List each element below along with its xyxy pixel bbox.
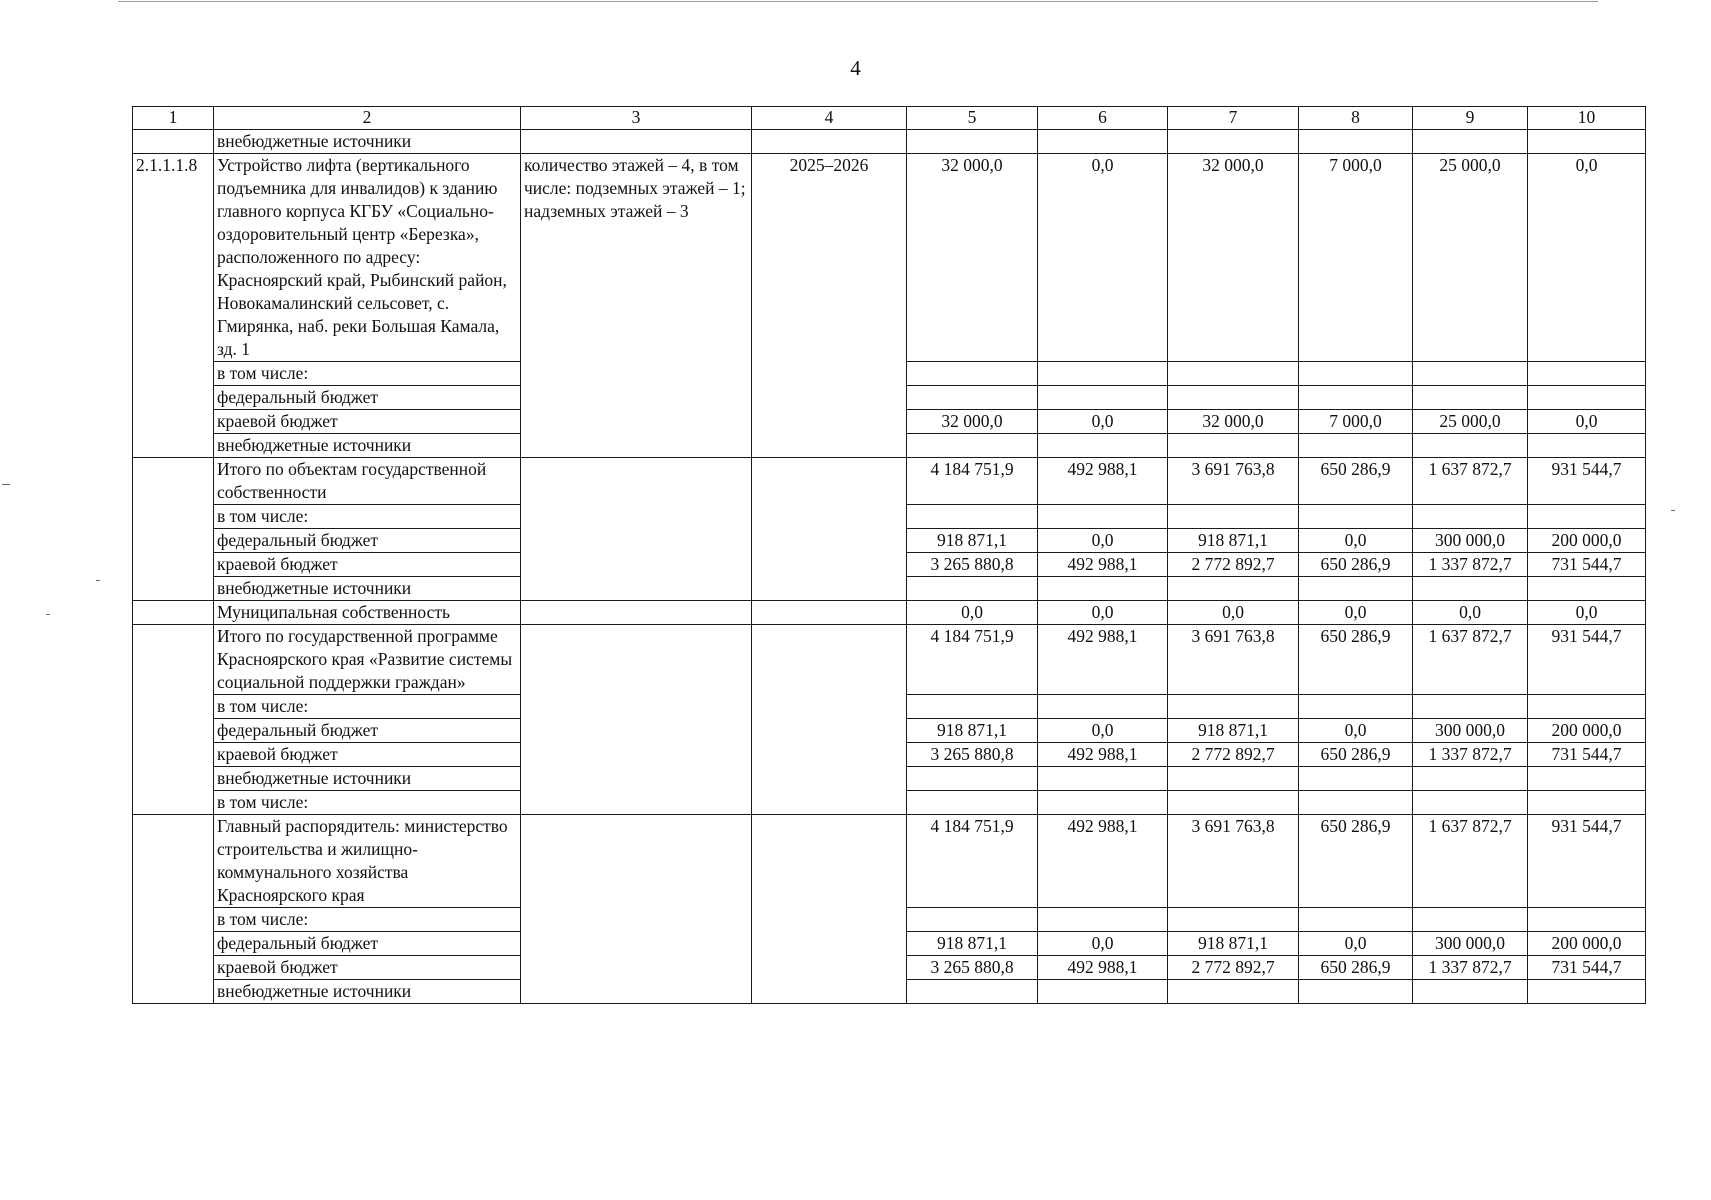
row-indicator-cell <box>521 362 752 386</box>
row-indicator-cell <box>521 601 752 625</box>
row-value-cell <box>1528 577 1646 601</box>
row-value-cell: 4 184 751,9 <box>907 625 1038 695</box>
row-value-cell <box>1038 980 1168 1004</box>
row-period-cell <box>752 434 907 458</box>
row-value-cell: 918 871,1 <box>907 529 1038 553</box>
row-value-cell: 32 000,0 <box>1168 410 1299 434</box>
row-value-cell: 200 000,0 <box>1528 719 1646 743</box>
row-value-cell <box>1168 577 1299 601</box>
row-value-cell: 650 286,9 <box>1299 458 1413 505</box>
row-name-cell: Итого по государственной программе Красноярского края «Развитие системы социальной поддержки граждан» <box>214 625 521 695</box>
row-value-cell <box>1168 767 1299 791</box>
row-value-cell: 0,0 <box>1168 601 1299 625</box>
scan-speck <box>96 580 100 581</box>
row-value-cell <box>907 130 1038 154</box>
row-name-cell: внебюджетные источники <box>214 434 521 458</box>
table-row <box>133 386 1646 410</box>
row-value-cell <box>1528 791 1646 815</box>
row-code-cell <box>133 458 214 505</box>
row-value-cell <box>1038 362 1168 386</box>
row-value-cell <box>1038 791 1168 815</box>
row-indicator-cell <box>521 434 752 458</box>
row-value-cell <box>1413 767 1528 791</box>
column-header: 5 <box>907 107 1038 130</box>
row-value-cell: 731 544,7 <box>1528 743 1646 767</box>
row-value-cell <box>1413 980 1528 1004</box>
row-value-cell: 2 772 892,7 <box>1168 743 1299 767</box>
row-value-cell: 492 988,1 <box>1038 553 1168 577</box>
row-value-cell <box>1299 386 1413 410</box>
column-header: 4 <box>752 107 907 130</box>
row-value-cell: 25 000,0 <box>1413 154 1528 362</box>
row-value-cell <box>1038 908 1168 932</box>
row-value-cell <box>1038 434 1168 458</box>
row-value-cell: 3 691 763,8 <box>1168 815 1299 908</box>
row-period-cell <box>752 695 907 719</box>
row-code-cell <box>133 601 214 625</box>
row-value-cell <box>1413 577 1528 601</box>
row-value-cell <box>1528 362 1646 386</box>
row-value-cell <box>1528 130 1646 154</box>
row-value-cell <box>1168 362 1299 386</box>
row-value-cell <box>1168 695 1299 719</box>
row-value-cell: 0,0 <box>1038 719 1168 743</box>
row-name-cell: в том числе: <box>214 695 521 719</box>
row-value-cell: 731 544,7 <box>1528 553 1646 577</box>
row-value-cell <box>1528 767 1646 791</box>
row-value-cell: 918 871,1 <box>1168 719 1299 743</box>
row-value-cell: 918 871,1 <box>907 719 1038 743</box>
row-code-cell <box>133 956 214 980</box>
row-value-cell <box>907 505 1038 529</box>
table-row <box>133 529 1646 553</box>
row-value-cell <box>1413 908 1528 932</box>
row-name-cell: Устройство лифта (вертикального подъемника для инвалидов) к зданию главного корпуса КГБУ «Социально-оздоровительный центр «Березка», расположенного по адресу: Красноярский край, Рыбинский район, Новокамалинский сельсовет, с. Гмирянка, наб. реки Большая Камала, зд. 1 <box>214 154 521 362</box>
row-value-cell: 0,0 <box>1038 529 1168 553</box>
row-name-cell: краевой бюджет <box>214 410 521 434</box>
row-name-cell: в том числе: <box>214 362 521 386</box>
row-period-cell <box>752 553 907 577</box>
row-indicator-cell <box>521 505 752 529</box>
row-value-cell: 650 286,9 <box>1299 625 1413 695</box>
row-indicator-cell <box>521 980 752 1004</box>
row-value-cell <box>1299 695 1413 719</box>
row-code-cell <box>133 577 214 601</box>
row-code-cell <box>133 815 214 908</box>
row-period-cell <box>752 932 907 956</box>
row-value-cell <box>1299 980 1413 1004</box>
row-code-cell <box>133 410 214 434</box>
table-row <box>133 932 1646 956</box>
table-row <box>133 815 1646 908</box>
row-value-cell <box>1299 767 1413 791</box>
table-row <box>133 577 1646 601</box>
table-row <box>133 719 1646 743</box>
row-period-cell <box>752 529 907 553</box>
row-value-cell: 918 871,1 <box>1168 932 1299 956</box>
row-period-cell <box>752 625 907 695</box>
row-value-cell <box>1038 386 1168 410</box>
row-value-cell <box>907 434 1038 458</box>
row-code-cell <box>133 362 214 386</box>
row-code-cell <box>133 719 214 743</box>
row-indicator-cell <box>521 791 752 815</box>
row-value-cell: 650 286,9 <box>1299 956 1413 980</box>
row-value-cell: 0,0 <box>1413 601 1528 625</box>
row-name-cell: внебюджетные источники <box>214 577 521 601</box>
row-value-cell: 1 337 872,7 <box>1413 956 1528 980</box>
row-indicator-cell <box>521 815 752 908</box>
row-indicator-cell <box>521 908 752 932</box>
row-name-cell: в том числе: <box>214 791 521 815</box>
row-period-cell <box>752 767 907 791</box>
row-value-cell <box>907 767 1038 791</box>
row-value-cell: 1 637 872,7 <box>1413 625 1528 695</box>
row-value-cell: 25 000,0 <box>1413 410 1528 434</box>
budget-table <box>132 106 1646 1004</box>
row-period-cell <box>752 743 907 767</box>
row-value-cell <box>1168 130 1299 154</box>
row-code-cell <box>133 625 214 695</box>
row-code-cell <box>133 505 214 529</box>
row-period-cell <box>752 956 907 980</box>
table-row <box>133 695 1646 719</box>
column-header: 9 <box>1413 107 1528 130</box>
row-value-cell <box>1038 695 1168 719</box>
row-code-cell <box>133 932 214 956</box>
row-value-cell: 0,0 <box>1528 601 1646 625</box>
row-period-cell <box>752 815 907 908</box>
row-value-cell <box>1299 130 1413 154</box>
row-code-cell <box>133 980 214 1004</box>
row-value-cell: 300 000,0 <box>1413 719 1528 743</box>
row-indicator-cell: количество этажей – 4, в том числе: подземных этажей – 1; надземных этажей – 3 <box>521 154 752 362</box>
column-header: 1 <box>133 107 214 130</box>
row-period-cell <box>752 130 907 154</box>
row-value-cell: 2 772 892,7 <box>1168 553 1299 577</box>
row-value-cell: 650 286,9 <box>1299 553 1413 577</box>
row-value-cell: 650 286,9 <box>1299 743 1413 767</box>
column-header: 2 <box>214 107 521 130</box>
row-code-cell <box>133 908 214 932</box>
row-name-cell: Муниципальная собственность <box>214 601 521 625</box>
row-value-cell <box>1413 695 1528 719</box>
row-value-cell <box>907 362 1038 386</box>
row-value-cell <box>907 386 1038 410</box>
row-value-cell <box>1528 505 1646 529</box>
table-row <box>133 791 1646 815</box>
row-name-cell: федеральный бюджет <box>214 529 521 553</box>
row-value-cell: 931 544,7 <box>1528 458 1646 505</box>
row-indicator-cell <box>521 932 752 956</box>
row-value-cell: 1 337 872,7 <box>1413 743 1528 767</box>
row-value-cell: 492 988,1 <box>1038 743 1168 767</box>
row-value-cell <box>907 908 1038 932</box>
row-value-cell: 7 000,0 <box>1299 410 1413 434</box>
row-value-cell: 931 544,7 <box>1528 625 1646 695</box>
row-code-cell <box>133 434 214 458</box>
table-body <box>133 130 1646 1004</box>
row-value-cell <box>1168 386 1299 410</box>
row-indicator-cell <box>521 767 752 791</box>
row-code-cell <box>133 553 214 577</box>
row-indicator-cell <box>521 625 752 695</box>
row-value-cell: 650 286,9 <box>1299 815 1413 908</box>
row-value-cell: 492 988,1 <box>1038 815 1168 908</box>
table-row <box>133 154 1646 362</box>
row-value-cell <box>1168 505 1299 529</box>
row-value-cell: 4 184 751,9 <box>907 815 1038 908</box>
row-name-cell: краевой бюджет <box>214 956 521 980</box>
row-indicator-cell <box>521 410 752 434</box>
row-value-cell <box>1528 386 1646 410</box>
row-value-cell <box>1299 791 1413 815</box>
column-header: 10 <box>1528 107 1646 130</box>
row-value-cell: 32 000,0 <box>907 154 1038 362</box>
row-value-cell: 32 000,0 <box>1168 154 1299 362</box>
row-value-cell: 1 337 872,7 <box>1413 553 1528 577</box>
row-value-cell <box>1413 386 1528 410</box>
row-value-cell <box>1528 434 1646 458</box>
table-row <box>133 458 1646 505</box>
row-value-cell: 0,0 <box>1038 932 1168 956</box>
row-value-cell: 3 265 880,8 <box>907 743 1038 767</box>
row-name-cell: федеральный бюджет <box>214 386 521 410</box>
column-number-row <box>133 107 1646 130</box>
table-row <box>133 130 1646 154</box>
row-period-cell: 2025–2026 <box>752 154 907 362</box>
scan-speck <box>1671 510 1675 511</box>
table-row <box>133 601 1646 625</box>
row-indicator-cell <box>521 386 752 410</box>
row-value-cell <box>1038 767 1168 791</box>
row-value-cell <box>1413 505 1528 529</box>
row-indicator-cell <box>521 956 752 980</box>
row-code-cell <box>133 743 214 767</box>
row-value-cell: 0,0 <box>1299 601 1413 625</box>
row-value-cell: 1 637 872,7 <box>1413 458 1528 505</box>
row-value-cell <box>1413 362 1528 386</box>
row-name-cell: внебюджетные источники <box>214 980 521 1004</box>
row-value-cell <box>1299 577 1413 601</box>
table-row <box>133 625 1646 695</box>
row-value-cell <box>1038 577 1168 601</box>
row-name-cell: в том числе: <box>214 505 521 529</box>
row-indicator-cell <box>521 529 752 553</box>
row-value-cell <box>907 577 1038 601</box>
row-period-cell <box>752 386 907 410</box>
row-value-cell: 731 544,7 <box>1528 956 1646 980</box>
row-name-cell: краевой бюджет <box>214 553 521 577</box>
row-name-cell: внебюджетные источники <box>214 767 521 791</box>
table-row <box>133 980 1646 1004</box>
table-row <box>133 956 1646 980</box>
row-code-cell <box>133 130 214 154</box>
row-period-cell <box>752 410 907 434</box>
row-value-cell <box>1528 980 1646 1004</box>
row-indicator-cell <box>521 695 752 719</box>
row-value-cell: 492 988,1 <box>1038 458 1168 505</box>
row-name-cell: краевой бюджет <box>214 743 521 767</box>
row-code-cell <box>133 695 214 719</box>
row-period-cell <box>752 791 907 815</box>
row-value-cell <box>907 980 1038 1004</box>
row-value-cell <box>1528 908 1646 932</box>
table-row <box>133 362 1646 386</box>
row-name-cell: в том числе: <box>214 908 521 932</box>
row-value-cell: 918 871,1 <box>1168 529 1299 553</box>
row-value-cell: 492 988,1 <box>1038 956 1168 980</box>
row-value-cell: 300 000,0 <box>1413 932 1528 956</box>
row-value-cell: 931 544,7 <box>1528 815 1646 908</box>
row-value-cell <box>907 791 1038 815</box>
page-top-rule <box>118 1 1598 2</box>
row-value-cell <box>1413 434 1528 458</box>
row-name-cell: федеральный бюджет <box>214 719 521 743</box>
row-value-cell <box>1038 505 1168 529</box>
row-code-cell: 2.1.1.1.8 <box>133 154 214 362</box>
row-value-cell <box>1528 695 1646 719</box>
row-value-cell <box>1299 505 1413 529</box>
row-code-cell <box>133 529 214 553</box>
row-code-cell <box>133 767 214 791</box>
table-row <box>133 434 1646 458</box>
row-code-cell <box>133 791 214 815</box>
row-value-cell <box>1299 434 1413 458</box>
row-value-cell <box>1168 980 1299 1004</box>
row-value-cell <box>1413 791 1528 815</box>
row-value-cell: 492 988,1 <box>1038 625 1168 695</box>
row-indicator-cell <box>521 577 752 601</box>
page-number: 4 <box>850 56 861 80</box>
row-period-cell <box>752 458 907 505</box>
row-value-cell: 1 637 872,7 <box>1413 815 1528 908</box>
column-header: 3 <box>521 107 752 130</box>
table-row <box>133 743 1646 767</box>
table-row <box>133 908 1646 932</box>
row-value-cell <box>907 695 1038 719</box>
row-indicator-cell <box>521 553 752 577</box>
row-period-cell <box>752 601 907 625</box>
row-value-cell <box>1299 908 1413 932</box>
row-value-cell: 3 691 763,8 <box>1168 458 1299 505</box>
row-value-cell: 2 772 892,7 <box>1168 956 1299 980</box>
row-value-cell <box>1168 791 1299 815</box>
row-value-cell: 300 000,0 <box>1413 529 1528 553</box>
row-value-cell: 0,0 <box>1299 529 1413 553</box>
row-period-cell <box>752 577 907 601</box>
table-row <box>133 505 1646 529</box>
column-header: 6 <box>1038 107 1168 130</box>
scan-speck <box>2 484 10 485</box>
row-name-cell: Главный распорядитель: министерство строительства и жилищно-коммунального хозяйства Красноярского края <box>214 815 521 908</box>
row-period-cell <box>752 505 907 529</box>
row-value-cell: 0,0 <box>907 601 1038 625</box>
row-period-cell <box>752 719 907 743</box>
row-value-cell: 0,0 <box>1299 719 1413 743</box>
row-value-cell: 0,0 <box>1038 601 1168 625</box>
row-name-cell: Итого по объектам государственной собственности <box>214 458 521 505</box>
row-value-cell <box>1168 434 1299 458</box>
row-value-cell <box>1168 908 1299 932</box>
row-indicator-cell <box>521 130 752 154</box>
row-value-cell: 7 000,0 <box>1299 154 1413 362</box>
row-indicator-cell <box>521 458 752 505</box>
row-indicator-cell <box>521 743 752 767</box>
row-value-cell <box>1038 130 1168 154</box>
table-row <box>133 410 1646 434</box>
row-period-cell <box>752 362 907 386</box>
row-value-cell <box>1299 362 1413 386</box>
row-value-cell: 0,0 <box>1528 410 1646 434</box>
row-name-cell: федеральный бюджет <box>214 932 521 956</box>
row-value-cell: 3 265 880,8 <box>907 956 1038 980</box>
row-value-cell: 918 871,1 <box>907 932 1038 956</box>
row-value-cell: 0,0 <box>1299 932 1413 956</box>
row-value-cell: 0,0 <box>1528 154 1646 362</box>
column-header: 7 <box>1168 107 1299 130</box>
row-value-cell <box>1413 130 1528 154</box>
scan-speck <box>46 614 50 615</box>
row-value-cell: 32 000,0 <box>907 410 1038 434</box>
row-code-cell <box>133 386 214 410</box>
row-value-cell: 0,0 <box>1038 154 1168 362</box>
table-row <box>133 767 1646 791</box>
row-value-cell: 3 691 763,8 <box>1168 625 1299 695</box>
row-name-cell: внебюджетные источники <box>214 130 521 154</box>
row-value-cell: 4 184 751,9 <box>907 458 1038 505</box>
table-row <box>133 553 1646 577</box>
row-indicator-cell <box>521 719 752 743</box>
row-period-cell <box>752 980 907 1004</box>
column-header: 8 <box>1299 107 1413 130</box>
row-period-cell <box>752 908 907 932</box>
row-value-cell: 0,0 <box>1038 410 1168 434</box>
row-value-cell: 200 000,0 <box>1528 529 1646 553</box>
row-value-cell: 3 265 880,8 <box>907 553 1038 577</box>
row-value-cell: 200 000,0 <box>1528 932 1646 956</box>
